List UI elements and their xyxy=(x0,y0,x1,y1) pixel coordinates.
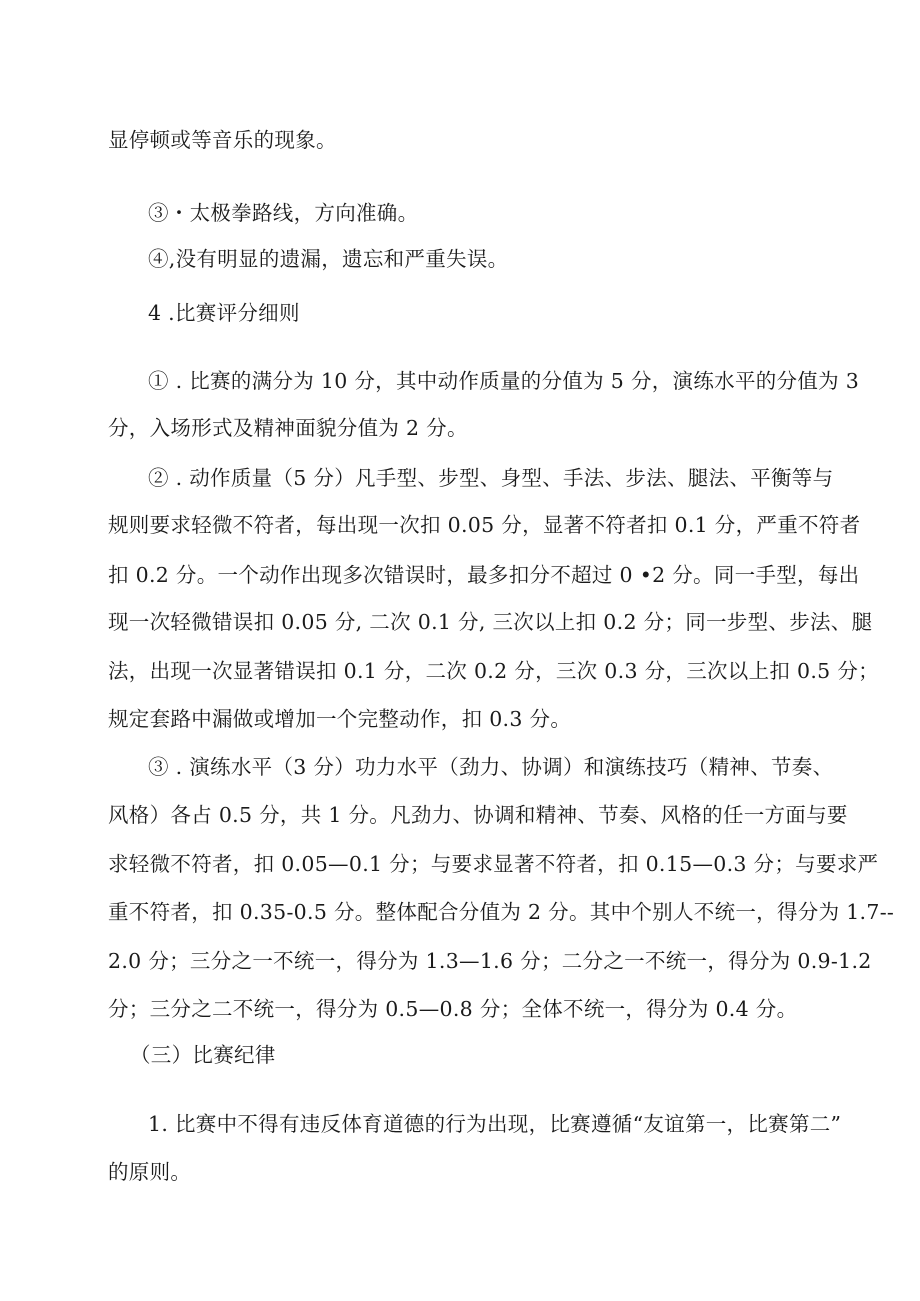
paragraph-line: 求轻微不符者，扣 0.05—0.1 分；与要求显著不符者，扣 0.15—0.3 分；与要求严 xyxy=(108,852,879,876)
paragraph-line: ③ . 演练水平（3 分）功力水平（劲力、协调）和演练技巧（精神、节奏、 xyxy=(148,755,834,779)
paragraph-line: 1. 比赛中不得有违反体育道德的行为出现，比赛遵循“友谊第一，比赛第二” xyxy=(148,1112,842,1136)
paragraph-line: 规定套路中漏做或增加一个完整动作，扣 0.3 分。 xyxy=(108,707,572,731)
paragraph-line: ① . 比赛的满分为 10 分，其中动作质量的分值为 5 分，演练水平的分值为 3 xyxy=(148,369,860,393)
paragraph-line: 分；三分之二不统一，得分为 0.5—0.8 分；全体不统一，得分为 0.4 分。 xyxy=(108,997,798,1021)
paragraph-line: ② . 动作质量（5 分）凡手型、步型、身型、手法、步法、腿法、平衡等与 xyxy=(148,466,834,490)
section-heading: （三）比赛纪律 xyxy=(130,1043,276,1067)
list-item-4: ④,没有明显的遗漏，遗忘和严重失误。 xyxy=(148,247,509,271)
paragraph-line: 规则要求轻微不符者，每出现一次扣 0.05 分，显著不符者扣 0.1 分，严重不符者 xyxy=(108,513,861,537)
paragraph-line: 重不符者，扣 0.35-0.5 分。整体配合分值为 2 分。其中个别人不统一，得分为 1.7-- xyxy=(108,900,895,924)
list-item-3: ③・太极拳路线，方向准确。 xyxy=(148,201,419,225)
paragraph-line: 的原则。 xyxy=(108,1160,192,1184)
paragraph-line: 2.0 分；三分之一不统一，得分为 1.3—1.6 分；二分之一不统一，得分为 0.9-1.2 xyxy=(108,949,872,973)
paragraph-line: 现一次轻微错误扣 0.05 分, 二次 0.1 分, 三次以上扣 0.2 分；同一步型、步法、腿 xyxy=(108,610,873,634)
paragraph-line: 扣 0.2 分。一个动作出现多次错误时，最多扣分不超过 0 •2 分。同一手型，每出 xyxy=(108,563,860,587)
paragraph-line: 风格）各占 0.5 分，共 1 分。凡劲力、协调和精神、节奏、风格的任一方面与要 xyxy=(108,803,848,827)
paragraph-line: 法，出现一次显著错误扣 0.1 分，二次 0.2 分，三次 0.3 分，三次以上扣 0.5 分； xyxy=(108,659,879,683)
paragraph-line: 显停顿或等音乐的现象。 xyxy=(108,128,337,152)
paragraph-line: 分，入场形式及精神面貌分值为 2 分。 xyxy=(108,416,468,440)
section-heading: 4 .比赛评分细则 xyxy=(148,301,300,325)
